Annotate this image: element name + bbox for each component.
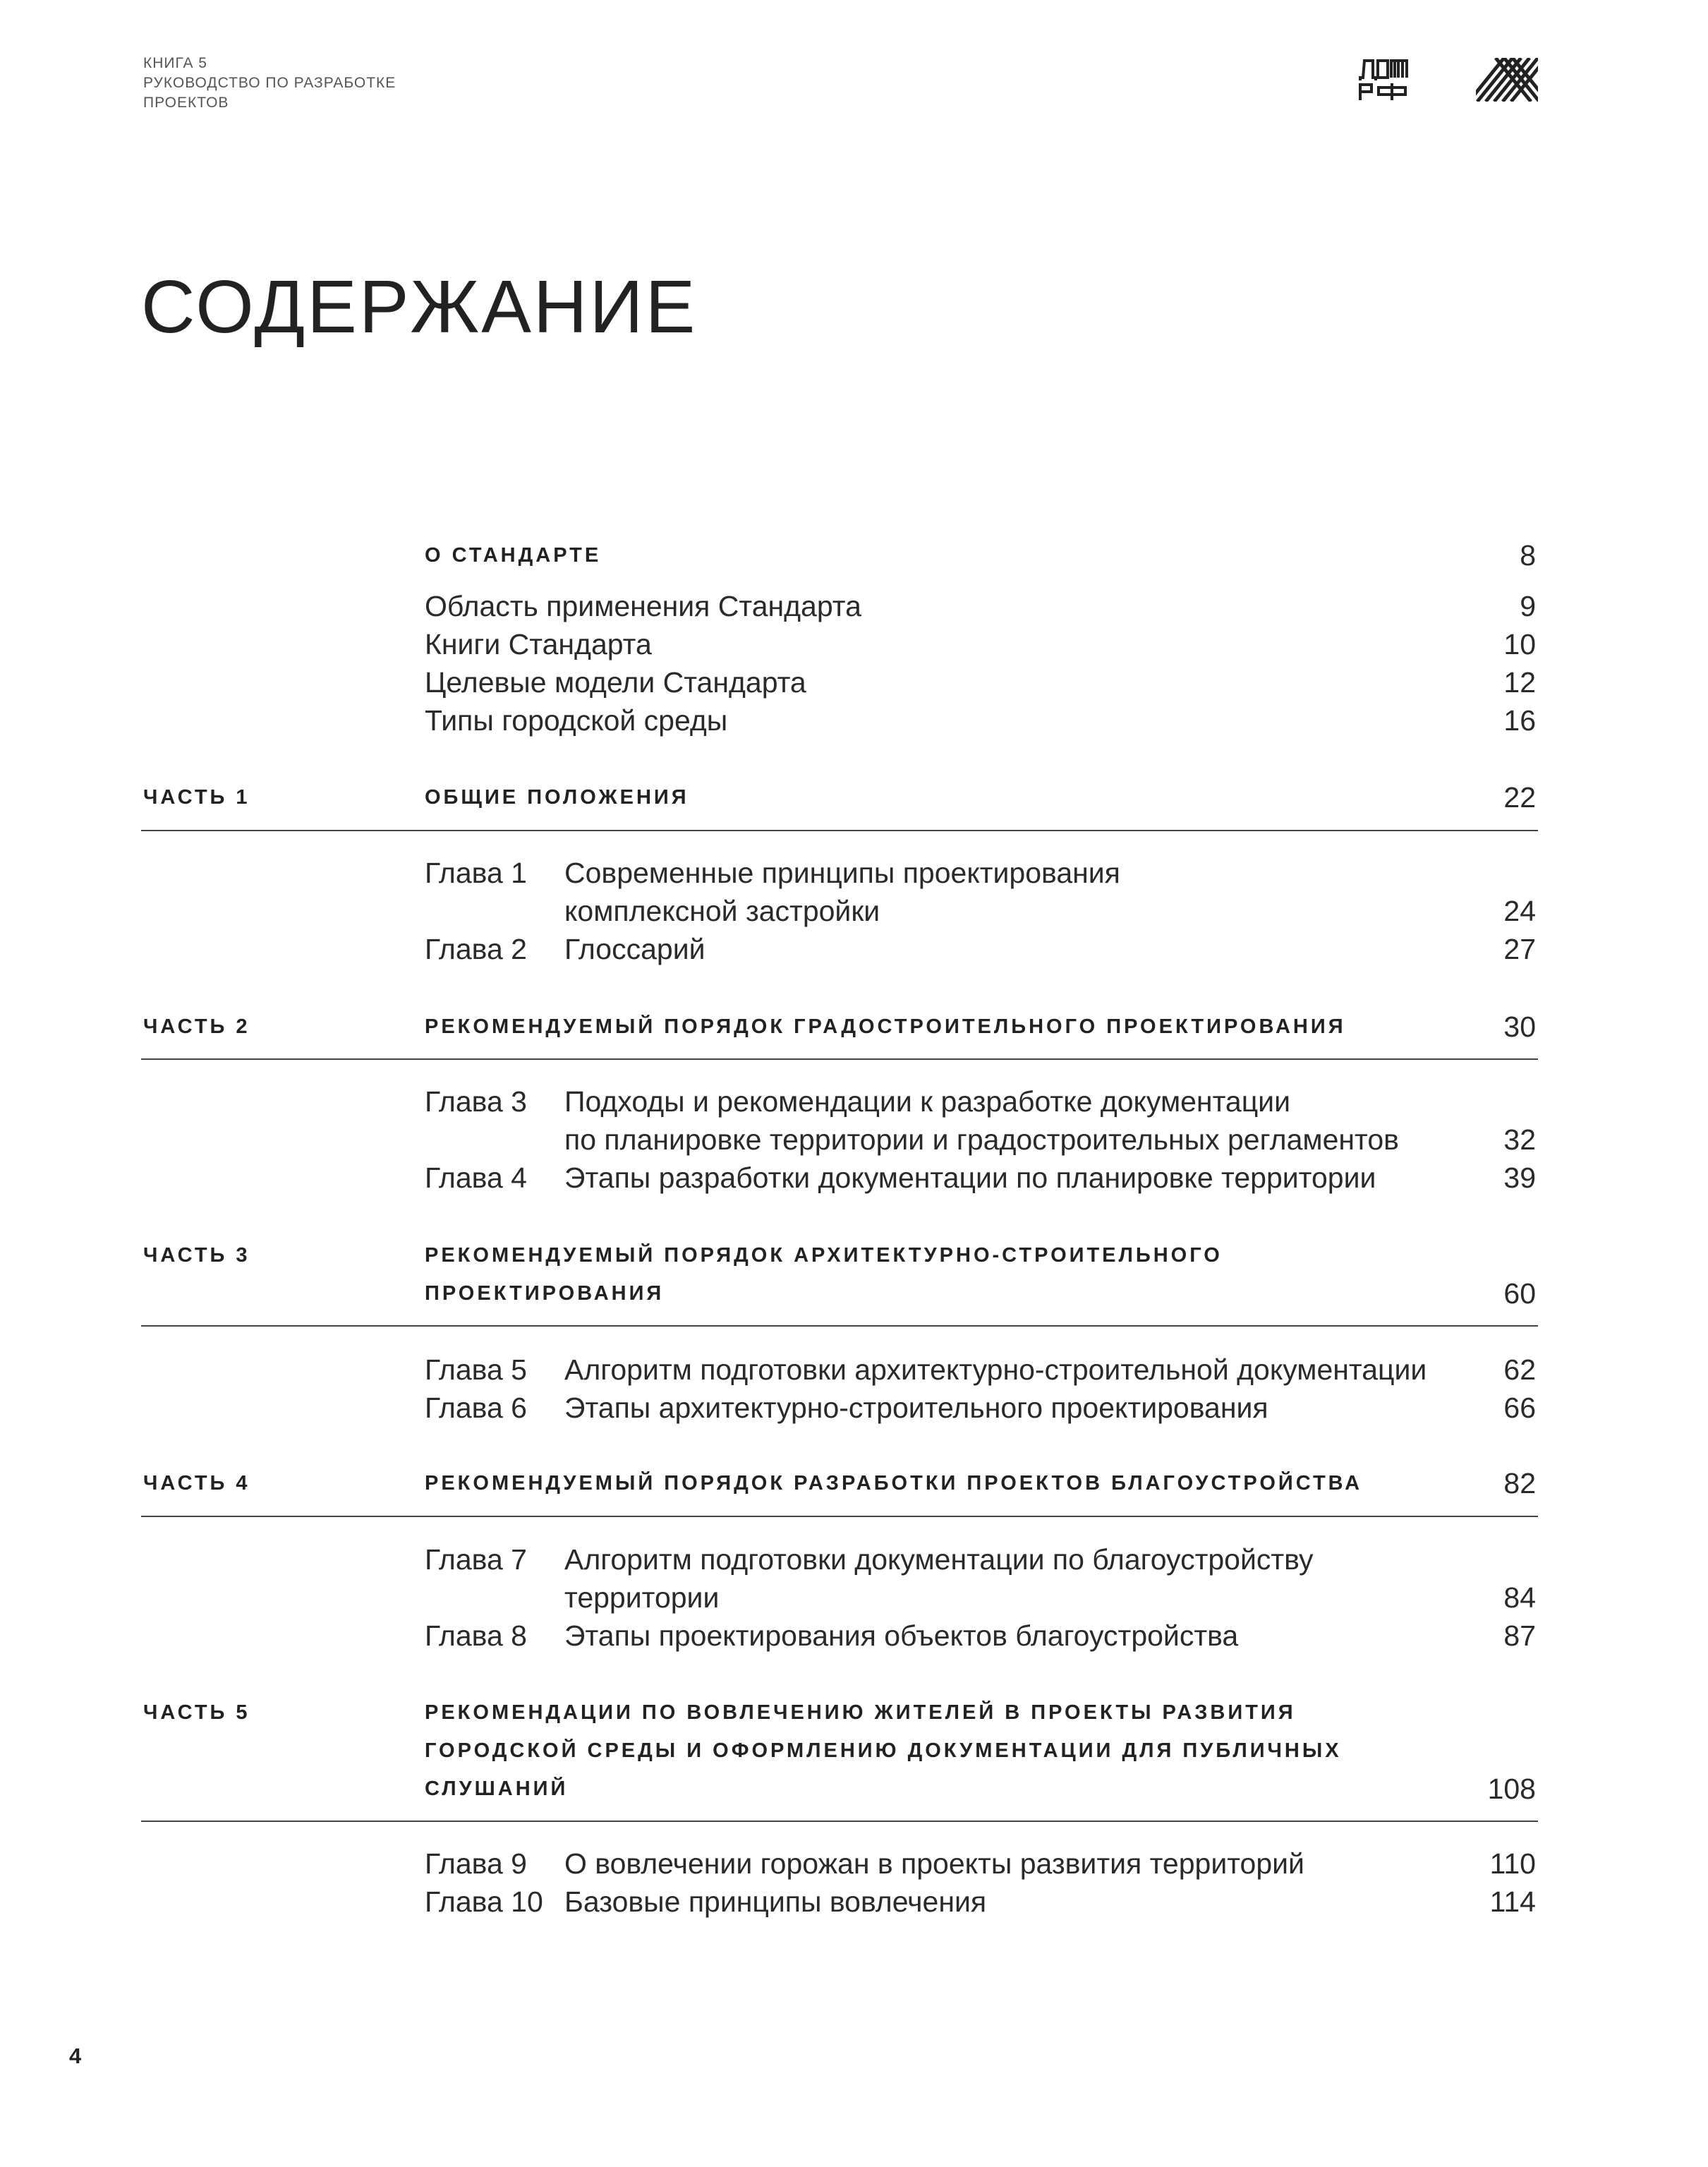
chapter-label: Глава 10 xyxy=(425,1885,543,1918)
toc-entry[interactable]: Целевые модели Стандарта xyxy=(425,666,806,699)
part-label: ЧАСТЬ 1 xyxy=(143,786,250,809)
dom-rf-logo-icon xyxy=(1357,56,1410,102)
part-label: ЧАСТЬ 4 xyxy=(143,1472,250,1495)
chapter-title[interactable]: по планировке территории и градостроительных регламентов xyxy=(564,1123,1399,1156)
page-folio: 4 xyxy=(69,2044,82,2068)
divider xyxy=(141,1516,1538,1517)
part-title[interactable]: ГОРОДСКОЙ СРЕДЫ И ОФОРМЛЕНИЮ ДОКУМЕНТАЦИИ ДЛЯ ПУБЛИЧНЫХ xyxy=(425,1739,1342,1762)
part-title[interactable]: РЕКОМЕНДАЦИИ ПО ВОВЛЕЧЕНИЮ ЖИТЕЛЕЙ В ПРОЕКТЫ РАЗВИТИЯ xyxy=(425,1701,1296,1724)
page-number: 22 xyxy=(1503,781,1536,814)
page-number: 87 xyxy=(1503,1619,1536,1652)
toc-entry[interactable]: Типы городской среды xyxy=(425,704,728,737)
chapter-title[interactable]: Базовые принципы вовлечения xyxy=(564,1885,987,1918)
chapter-label: Глава 2 xyxy=(425,933,527,965)
chapter-label: Глава 9 xyxy=(425,1847,527,1880)
divider xyxy=(141,1058,1538,1060)
page-number: 32 xyxy=(1503,1123,1536,1156)
chapter-label: Глава 3 xyxy=(425,1085,527,1118)
chapter-title[interactable]: комплексной застройки xyxy=(564,895,880,927)
running-head-line: РУКОВОДСТВО ПО РАЗРАБОТКЕ xyxy=(143,75,396,91)
pattern-logo-icon xyxy=(1476,58,1538,102)
chapter-title[interactable]: Этапы проектирования объектов благоустройства xyxy=(564,1619,1239,1652)
chapter-label: Глава 1 xyxy=(425,857,527,889)
part-title[interactable]: РЕКОМЕНДУЕМЫЙ ПОРЯДОК АРХИТЕКТУРНО-СТРОИТЕЛЬНОГО xyxy=(425,1244,1223,1267)
part-label: ЧАСТЬ 2 xyxy=(143,1015,250,1038)
chapter-title[interactable]: Этапы архитектурно-строительного проектирования xyxy=(564,1392,1268,1424)
chapter-title[interactable]: Подходы и рекомендации к разработке документации xyxy=(564,1085,1290,1118)
running-head xyxy=(143,54,396,113)
page-number: 12 xyxy=(1503,666,1536,699)
section-title-intro[interactable]: О СТАНДАРТЕ xyxy=(425,544,602,567)
part-title[interactable]: ПРОЕКТИРОВАНИЯ xyxy=(425,1282,665,1305)
page-number: 30 xyxy=(1503,1010,1536,1043)
part-label: ЧАСТЬ 5 xyxy=(143,1701,250,1724)
part-label: ЧАСТЬ 3 xyxy=(143,1244,250,1267)
page-number: 114 xyxy=(1489,1885,1536,1918)
page-number: 39 xyxy=(1503,1161,1536,1194)
page-number: 110 xyxy=(1489,1847,1536,1880)
page-number: 84 xyxy=(1503,1581,1536,1614)
page-number: 8 xyxy=(1520,539,1536,572)
running-head-line: ПРОЕКТОВ xyxy=(143,95,229,111)
chapter-title[interactable]: Современные принципы проектирования xyxy=(564,857,1120,889)
chapter-title[interactable]: Алгоритм подготовки документации по благоустройству xyxy=(564,1543,1314,1576)
page-number: 62 xyxy=(1503,1353,1536,1386)
chapter-label: Глава 4 xyxy=(425,1161,527,1194)
divider xyxy=(141,1821,1538,1822)
chapter-label: Глава 5 xyxy=(425,1353,527,1386)
divider xyxy=(141,830,1538,831)
divider xyxy=(141,1325,1538,1327)
part-title[interactable]: РЕКОМЕНДУЕМЫЙ ПОРЯДОК РАЗРАБОТКИ ПРОЕКТОВ БЛАГОУСТРОЙСТВА xyxy=(425,1472,1363,1495)
page-number: 66 xyxy=(1503,1392,1536,1424)
page-number: 27 xyxy=(1503,933,1536,965)
part-title[interactable]: ОБЩИЕ ПОЛОЖЕНИЯ xyxy=(425,786,689,809)
running-head-line: КНИГА 5 xyxy=(143,55,207,71)
page-number: 16 xyxy=(1503,704,1536,737)
page-number: 82 xyxy=(1503,1467,1536,1499)
page-number: 108 xyxy=(1487,1773,1536,1805)
chapter-label: Глава 7 xyxy=(425,1543,527,1576)
chapter-title[interactable]: Алгоритм подготовки архитектурно-строительной документации xyxy=(564,1353,1427,1386)
chapter-title[interactable]: территории xyxy=(564,1581,720,1614)
chapter-title[interactable]: Этапы разработки документации по планировке территории xyxy=(564,1161,1376,1194)
part-title[interactable]: РЕКОМЕНДУЕМЫЙ ПОРЯДОК ГРАДОСТРОИТЕЛЬНОГО ПРОЕКТИРОВАНИЯ xyxy=(425,1015,1346,1038)
page-number: 10 xyxy=(1503,628,1536,660)
chapter-title[interactable]: О вовлечении горожан в проекты развития территорий xyxy=(564,1847,1304,1880)
toc-entry[interactable]: Область применения Стандарта xyxy=(425,590,861,622)
chapter-title[interactable]: Глоссарий xyxy=(564,933,705,965)
page-number: 60 xyxy=(1503,1277,1536,1310)
page-number: 24 xyxy=(1503,895,1536,927)
toc-entry[interactable]: Книги Стандарта xyxy=(425,628,652,660)
chapter-label: Глава 8 xyxy=(425,1619,527,1652)
page-title: СОДЕРЖАНИЕ xyxy=(141,265,698,349)
part-title[interactable]: СЛУШАНИЙ xyxy=(425,1777,569,1800)
page-number: 9 xyxy=(1520,590,1536,622)
chapter-label: Глава 6 xyxy=(425,1392,527,1424)
